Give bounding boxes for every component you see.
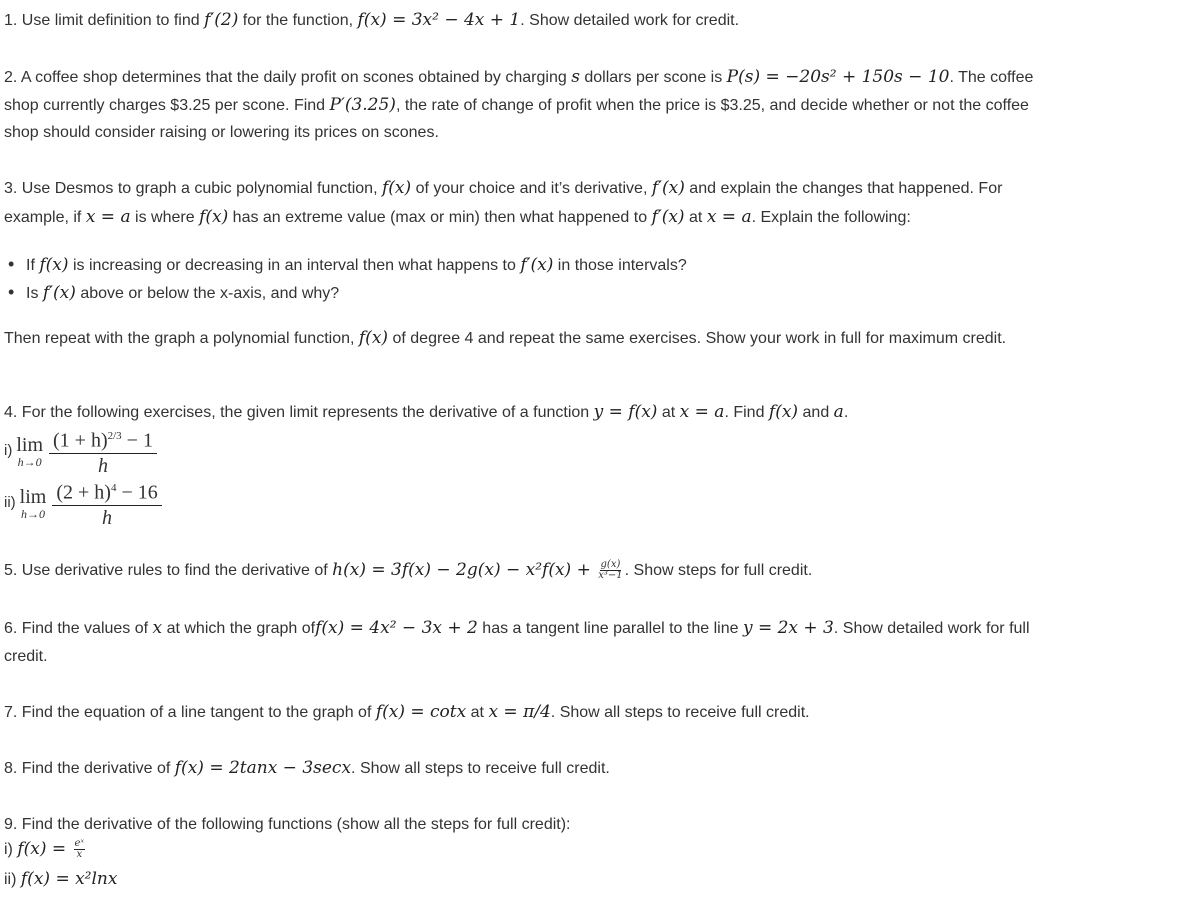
text-segment: , the rate of change of profit when the price is $3.25, and decide whether or not the coffee bbox=[395, 97, 1029, 114]
text-line bbox=[4, 814, 571, 836]
text-line bbox=[4, 559, 812, 582]
text-line bbox=[4, 838, 87, 861]
text-line bbox=[4, 9, 739, 32]
math-expression: f′(x) bbox=[651, 207, 685, 227]
text-segment: Then repeat with the graph a polynomial function, bbox=[4, 330, 359, 347]
text-segment: of your choice and it’s derivative, bbox=[411, 180, 652, 197]
text-segment: . Show detailed work for credit. bbox=[520, 12, 740, 29]
math-expression: x = a bbox=[679, 402, 725, 422]
text-segment: is where bbox=[130, 209, 200, 226]
math-expression: f(x) bbox=[199, 207, 229, 227]
lim-word: lim bbox=[19, 485, 47, 508]
math-expression: h(x) = 3f(x) − 2g(x) − x²f(x) + bbox=[332, 560, 597, 580]
text-segment: Is bbox=[26, 285, 43, 302]
text-line bbox=[4, 66, 1033, 89]
text-line bbox=[4, 424, 157, 478]
bullet-item bbox=[8, 281, 339, 305]
numerator-exponent: 2/3 bbox=[107, 430, 122, 442]
text-segment: shop currently charges $3.25 per scone. Find bbox=[4, 97, 330, 114]
math-expression: f(x) = bbox=[17, 839, 72, 859]
math-expression: x bbox=[152, 618, 163, 638]
math-expression: f(x) = 3x² − 4x + 1 bbox=[357, 10, 521, 30]
text-segment: 7. Find the equation of a line tangent to the graph of bbox=[4, 704, 376, 721]
limit-fraction bbox=[52, 476, 161, 530]
math-expression: P′(3.25) bbox=[329, 95, 396, 115]
text-segment: 1. Use limit definition to find bbox=[4, 12, 205, 29]
text-segment: example, if bbox=[4, 209, 86, 226]
text-segment: . Show detailed work for full bbox=[833, 620, 1030, 637]
text-segment: 8. Find the derivative of bbox=[4, 760, 175, 777]
math-expression: y = f(x) bbox=[593, 402, 658, 422]
fraction-numerator: eˣ bbox=[74, 838, 84, 850]
text-segment: . Show steps for full credit. bbox=[624, 562, 813, 579]
math-expression: f(x) = x²lnx bbox=[20, 869, 118, 889]
text-segment: . Show all steps to receive full credit. bbox=[550, 704, 810, 721]
math-expression: x = a bbox=[85, 207, 131, 227]
limit-operator bbox=[16, 434, 43, 468]
text-segment: 5. Use derivative rules to find the derivative of bbox=[4, 562, 333, 579]
text-segment: ii) bbox=[4, 871, 21, 888]
text-segment: If bbox=[26, 257, 40, 274]
text-segment: of degree 4 and repeat the same exercises. Show your work in full for maximum credit. bbox=[388, 330, 1007, 347]
lim-subscript: h→0 bbox=[17, 454, 42, 469]
numerator-tail: − 16 bbox=[116, 481, 158, 504]
text-segment: i) bbox=[4, 841, 18, 858]
bullet-item bbox=[8, 253, 687, 277]
fraction bbox=[598, 560, 622, 581]
numerator-exponent: 4 bbox=[110, 482, 117, 494]
limit-expression bbox=[4, 424, 157, 478]
math-expression: f(x) bbox=[768, 402, 799, 422]
math-expression: f′(x) bbox=[651, 178, 685, 198]
limit-label: i) bbox=[4, 441, 13, 459]
text-segment: 3. Use Desmos to graph a cubic polynomial function, bbox=[4, 180, 382, 197]
math-expression: y = 2x + 3 bbox=[742, 618, 834, 638]
limit-denominator: h bbox=[102, 506, 113, 529]
math-expression: f(x) bbox=[358, 328, 389, 348]
math-expression: s bbox=[571, 67, 580, 87]
text-segment: has a tangent line parallel to the line bbox=[477, 620, 743, 637]
text-segment: . The coffee bbox=[949, 69, 1034, 86]
text-segment: at which the graph of bbox=[162, 620, 316, 637]
text-segment: 4. For the following exercises, the given limit represents the derivative of a function bbox=[4, 404, 594, 421]
text-line bbox=[4, 868, 117, 891]
math-expression: f(x) = cotx bbox=[375, 702, 467, 722]
text-segment: for the function, bbox=[238, 12, 358, 29]
limit-operator bbox=[20, 486, 47, 520]
math-expression: x = π/4 bbox=[488, 702, 551, 722]
limit-expression bbox=[4, 476, 162, 530]
text-segment: at bbox=[657, 404, 680, 421]
math-expression: f′(x) bbox=[520, 255, 554, 275]
math-expression: f(x) = 4x² − 3x + 2 bbox=[315, 618, 478, 638]
limit-fraction bbox=[49, 424, 157, 478]
math-expression: f(x) bbox=[381, 178, 412, 198]
text-segment: . Explain the following: bbox=[751, 209, 911, 226]
limit-label: ii) bbox=[4, 493, 16, 511]
lim-word: lim bbox=[16, 433, 43, 456]
text-line bbox=[4, 177, 1002, 200]
math-expression: f′(2) bbox=[204, 10, 239, 30]
math-expression: x = a bbox=[706, 207, 752, 227]
math-expression: a bbox=[833, 402, 844, 422]
text-segment: has an extreme value (max or min) then what happened to bbox=[228, 209, 652, 226]
fraction bbox=[74, 839, 85, 860]
fraction-denominator: x bbox=[76, 849, 83, 861]
text-line bbox=[4, 646, 48, 668]
text-line bbox=[4, 701, 810, 724]
text-segment: credit. bbox=[4, 648, 48, 665]
text-segment: . Show all steps to receive full credit. bbox=[351, 760, 610, 777]
text-segment: is increasing or decreasing in an interval then what happens to bbox=[68, 257, 521, 274]
limit-numerator bbox=[52, 476, 161, 506]
text-line bbox=[4, 122, 439, 144]
math-expression: f′(x) bbox=[42, 283, 76, 303]
text-line bbox=[4, 401, 848, 424]
text-segment: in those intervals? bbox=[553, 257, 687, 274]
text-line bbox=[4, 757, 610, 780]
numerator-base: (1 + h) bbox=[53, 429, 108, 452]
text-segment: 6. Find the values of bbox=[4, 620, 153, 637]
text-line bbox=[4, 476, 162, 530]
text-line bbox=[4, 327, 1006, 350]
text-line bbox=[4, 617, 1030, 640]
text-segment: . bbox=[843, 404, 849, 421]
text-segment: shop should consider raising or lowering its prices on scones. bbox=[4, 124, 439, 141]
text-segment: at bbox=[684, 209, 707, 226]
math-expression: P(s) = −20s² + 150s − 10 bbox=[726, 67, 950, 87]
text-line bbox=[4, 94, 1029, 117]
text-segment: 2. A coffee shop determines that the daily profit on scones obtained by charging bbox=[4, 69, 572, 86]
math-expression: f(x) bbox=[39, 255, 69, 275]
fraction-denominator: x³−1 bbox=[598, 570, 623, 582]
text-segment: 9. Find the derivative of the following functions (show all the steps for full credit): bbox=[4, 816, 571, 833]
fraction-numerator: g(x) bbox=[600, 559, 621, 571]
lim-subscript: h→0 bbox=[21, 506, 45, 521]
text-segment: at bbox=[466, 704, 489, 721]
text-segment: dollars per scone is bbox=[579, 69, 727, 86]
text-line bbox=[4, 206, 911, 229]
math-expression: f(x) = 2tanx − 3secx bbox=[174, 758, 352, 778]
text-segment: above or below the x-axis, and why? bbox=[75, 285, 340, 302]
limit-denominator: h bbox=[97, 454, 108, 477]
numerator-tail: − 1 bbox=[121, 429, 153, 452]
text-segment: and bbox=[798, 404, 834, 421]
numerator-base: (2 + h) bbox=[56, 481, 111, 504]
text-segment: and explain the changes that happened. For bbox=[684, 180, 1003, 197]
limit-numerator bbox=[49, 424, 157, 454]
text-segment: . Find bbox=[724, 404, 769, 421]
